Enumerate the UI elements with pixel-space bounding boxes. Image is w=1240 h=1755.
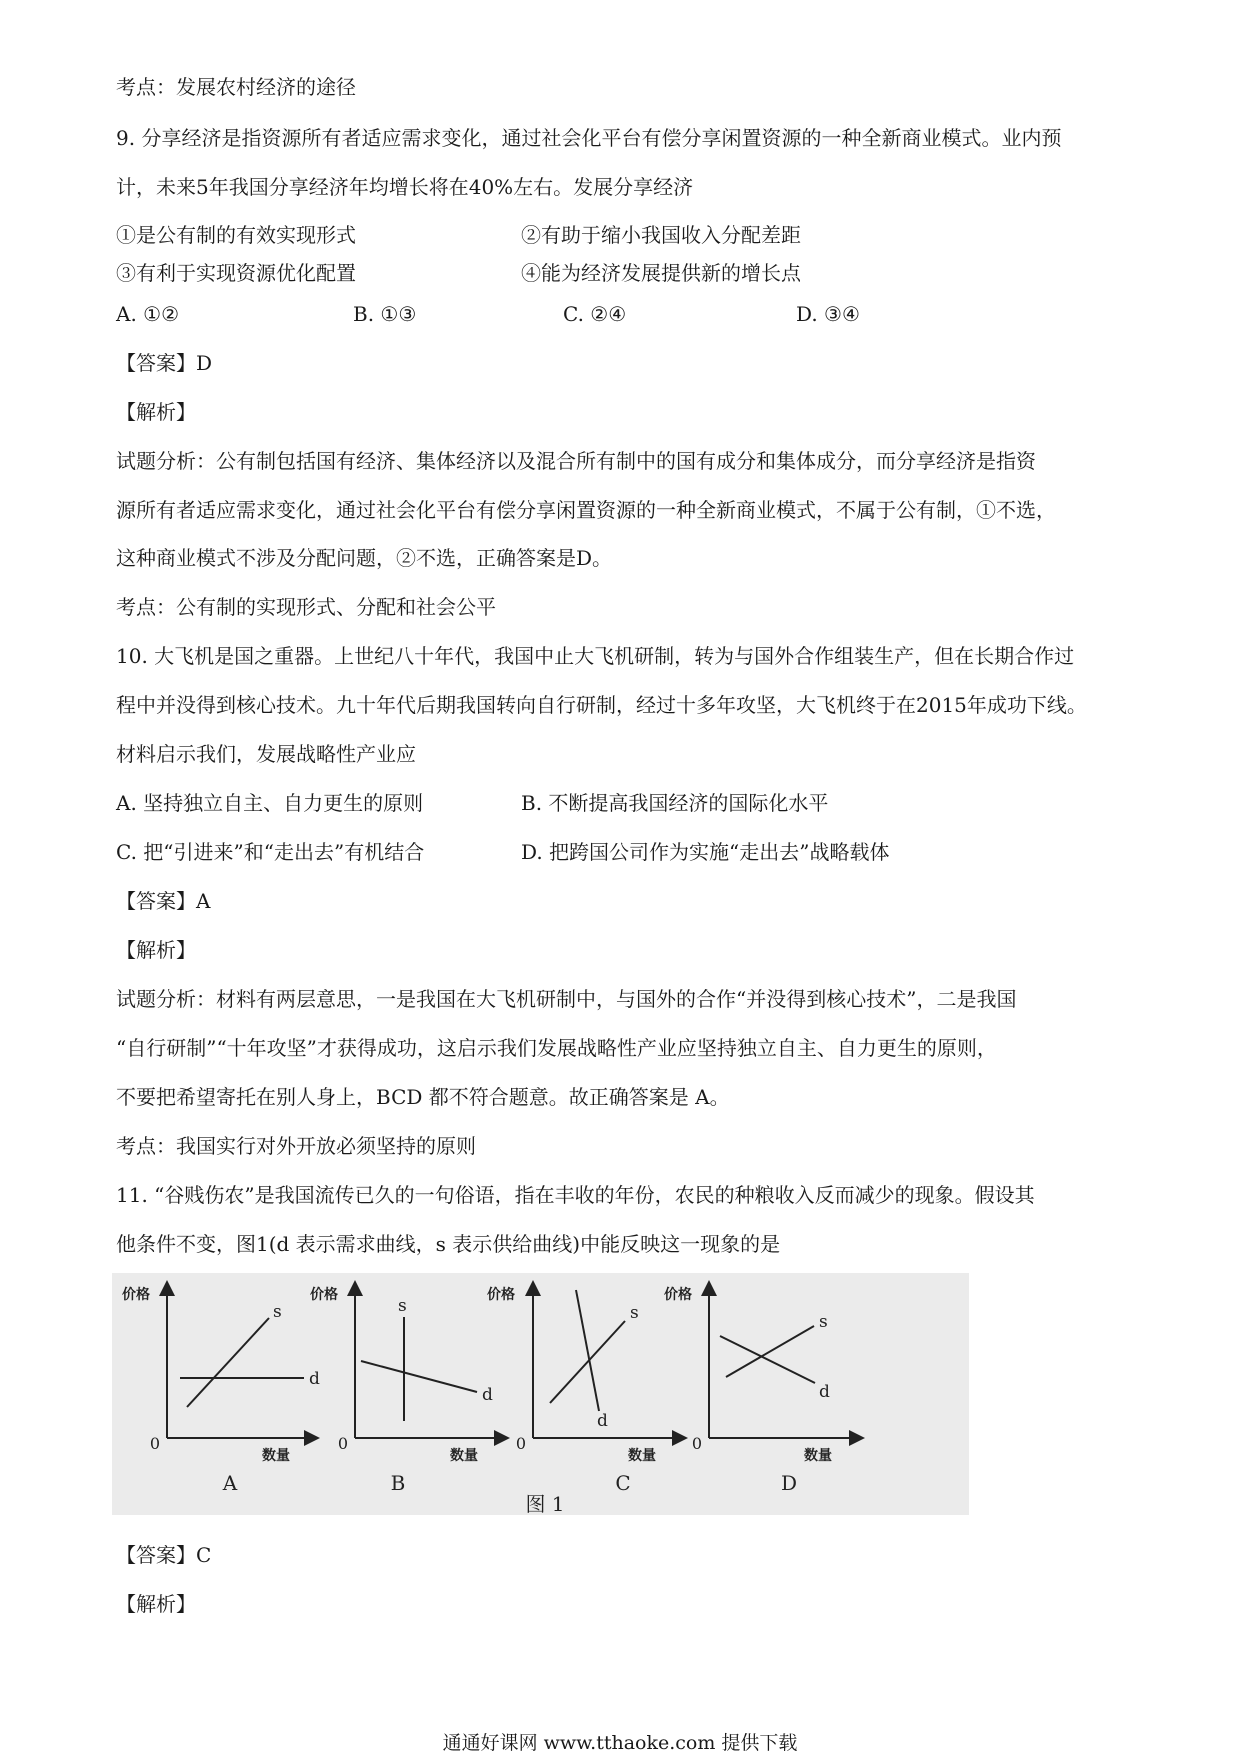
panel-a-d-label: d — [309, 1369, 320, 1389]
q9-stem-line1: 9. 分享经济是指资源所有者适应需求变化，通过社会化平台有偿分享闲置资源的一种全新商业模式。业内预 — [116, 126, 1062, 150]
panel-b-x-label: 数量 — [450, 1448, 478, 1464]
figure-caption: 图 1 — [525, 1492, 565, 1515]
panel-d-s-label: s — [819, 1312, 828, 1332]
q10-answer: 【答案】A — [116, 889, 211, 913]
q10-analysis-line3: 不要把希望寄托在别人身上，BCD 都不符合题意。故正确答案是 A。 — [116, 1085, 730, 1109]
panel-c-s-label: s — [630, 1303, 639, 1323]
panel-b-origin: 0 — [337, 1434, 348, 1453]
q9-analysis-line3: 这种商业模式不涉及分配问题，②不选，正确答案是D。 — [116, 546, 613, 570]
q10-stem-line1: 10. 大飞机是国之重器。上世纪八十年代，我国中止大飞机研制，转为与国外合作组装生产，但在长期合作过 — [116, 644, 1075, 668]
panel-d-x-label: 数量 — [804, 1448, 832, 1464]
q10-analysis-label: 【解析】 — [116, 938, 196, 962]
q9-statement-4: ④能为经济发展提供新的增长点 — [521, 261, 801, 285]
panel-a-supply-line — [187, 1318, 269, 1407]
panel-c-supply-line — [550, 1321, 625, 1403]
panel-b-d-label: d — [482, 1385, 493, 1405]
supply-demand-figure — [112, 1273, 969, 1515]
panel-d-d-label: d — [819, 1382, 830, 1402]
q10-analysis-line1: 试题分析：材料有两层意思，一是我国在大飞机研制中，与国外的合作“并没得到核心技术”，二是我国 — [116, 987, 1017, 1011]
q9-analysis-line1: 试题分析：公有制包括国有经济、集体经济以及混合所有制中的国有成分和集体成分，而分享经济是指资 — [116, 449, 1036, 473]
panel-b-s-label: s — [398, 1296, 407, 1316]
q9-choice-c: C. ②④ — [563, 302, 627, 326]
panel-c-letter: C — [615, 1471, 631, 1495]
panel-c-origin: 0 — [515, 1434, 526, 1453]
panel-b-demand-line — [361, 1361, 477, 1392]
q9-choice-b: B. ①③ — [353, 302, 417, 326]
q9-statement-3: ③有利于实现资源优化配置 — [116, 261, 356, 285]
q9-stem-line2: 计，未来5年我国分享经济年均增长将在40%左右。发展分享经济 — [116, 175, 694, 199]
q11-answer: 【答案】C — [116, 1543, 212, 1567]
panel-a-s-label: s — [273, 1302, 282, 1322]
q10-kaodian: 考点：我国实行对外开放必须坚持的原则 — [116, 1134, 476, 1158]
q9-answer: 【答案】D — [116, 351, 213, 375]
panel-d-letter: D — [780, 1471, 798, 1495]
panel-b-letter: B — [390, 1471, 406, 1495]
q9-kaodian: 考点：公有制的实现形式、分配和社会公平 — [116, 595, 496, 619]
panel-c-y-label: 价格 — [487, 1287, 515, 1303]
panel-d-y-label: 价格 — [664, 1287, 692, 1303]
q11-stem-line2: 他条件不变，图1(d 表示需求曲线，s 表示供给曲线)中能反映这一现象的是 — [116, 1232, 781, 1256]
figure-svg — [112, 1273, 969, 1515]
q9-statement-2: ②有助于缩小我国收入分配差距 — [521, 223, 801, 247]
panel-b-y-label: 价格 — [310, 1287, 338, 1303]
q11-analysis-label: 【解析】 — [116, 1592, 196, 1616]
q10-choice-b: B. 不断提高我国经济的国际化水平 — [521, 791, 829, 815]
q8-kaodian: 考点：发展农村经济的途径 — [116, 75, 356, 99]
q10-choice-a: A. 坚持独立自主、自力更生的原则 — [116, 791, 424, 815]
panel-b — [310, 1286, 502, 1495]
q9-statement-1: ①是公有制的有效实现形式 — [116, 223, 356, 247]
panel-d-demand-line — [720, 1336, 815, 1383]
q10-analysis-line2: “自行研制”“十年攻坚”才获得成功，这启示我们发展战略性产业应坚持独立自主、自力更生的原则， — [116, 1036, 997, 1060]
q10-choice-c: C. 把“引进来”和“走出去”有机结合 — [116, 840, 425, 864]
panel-c-x-label: 数量 — [628, 1448, 656, 1464]
panel-a-origin: 0 — [149, 1434, 160, 1453]
q9-choice-d: D. ③④ — [796, 302, 860, 326]
panel-c — [487, 1286, 680, 1495]
panel-c-demand-line — [576, 1290, 599, 1411]
panel-a-letter: A — [222, 1471, 238, 1495]
panel-c-d-label: d — [597, 1411, 608, 1431]
panel-d-origin: 0 — [691, 1434, 702, 1453]
panel-d-supply-line — [726, 1326, 814, 1377]
q10-stem-line3: 材料启示我们，发展战略性产业应 — [116, 742, 416, 766]
page-footer: 通通好课网 www.tthaoke.com 提供下载 — [442, 1732, 798, 1754]
q9-analysis-label: 【解析】 — [116, 400, 196, 424]
panel-a-y-label: 价格 — [122, 1287, 150, 1303]
q10-choice-d: D. 把跨国公司作为实施“走出去”战略载体 — [521, 840, 890, 864]
q9-choice-a: A. ①② — [116, 302, 180, 326]
q10-stem-line2: 程中并没得到核心技术。九十年代后期我国转向自行研制，经过十多年攻坚，大飞机终于在2015年成功下线。 — [116, 693, 1087, 717]
panel-a-x-label: 数量 — [262, 1448, 290, 1464]
q11-stem-line1: 11. “谷贱伤农”是我国流传已久的一句俗语，指在丰收的年份，农民的种粮收入反而减少的现象。假设其 — [116, 1183, 1035, 1207]
panel-a — [122, 1286, 320, 1495]
q9-analysis-line2: 源所有者适应需求变化，通过社会化平台有偿分享闲置资源的一种全新商业模式，不属于公有制，①不选， — [116, 498, 1056, 522]
panel-d — [664, 1286, 857, 1495]
